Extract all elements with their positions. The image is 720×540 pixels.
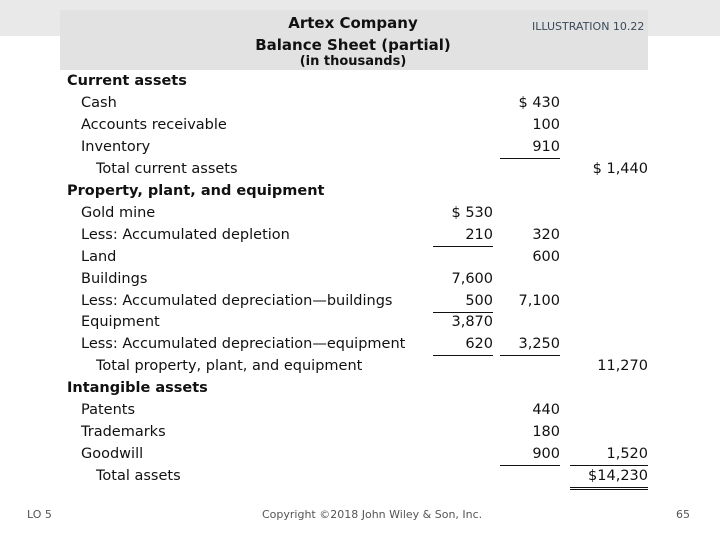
line-item-label: Equipment	[81, 314, 160, 331]
line-item-label: Goodwill	[81, 446, 144, 463]
line-item-label: Land	[81, 248, 117, 265]
table-row	[0, 268, 720, 290]
table-row	[0, 114, 720, 136]
line-item-label: Buildings	[81, 270, 148, 287]
table-row	[0, 180, 720, 202]
line-item-label: Gold mine	[81, 204, 156, 221]
table-row	[0, 290, 720, 312]
amount-col-2: 3,250	[500, 333, 560, 356]
amount-col-2: $ 430	[518, 94, 560, 111]
amount-col-2: 180	[532, 424, 560, 441]
amount-col-1: 210	[433, 224, 493, 247]
line-item-label: Less: Accumulated depletion	[81, 226, 290, 243]
section-heading: Current assets	[67, 73, 187, 89]
illustration-label: ILLUSTRATION 10.22	[532, 20, 645, 33]
amount-col-2: 7,100	[518, 292, 560, 309]
units-note: (in thousands)	[299, 54, 407, 69]
table-row	[0, 202, 720, 224]
amount-col-2: 440	[532, 402, 560, 419]
table-row	[0, 355, 720, 377]
table-row	[0, 311, 720, 333]
line-item-label: Patents	[81, 402, 136, 419]
line-item-label: Inventory	[81, 138, 151, 155]
table-row	[0, 70, 720, 92]
amount-col-1: 620	[433, 333, 493, 356]
table-row	[0, 421, 720, 443]
table-row	[0, 377, 720, 399]
amount-col-3: 1,520	[570, 443, 648, 466]
table-row	[0, 333, 720, 355]
table-row	[0, 246, 720, 268]
line-item-label: Less: Accumulated depreciation—buildings	[81, 292, 393, 309]
amount-col-2: 100	[532, 116, 560, 133]
amount-col-1: 7,600	[451, 270, 493, 287]
table-row	[0, 443, 720, 465]
table-row	[0, 465, 720, 487]
section-heading: Intangible assets	[67, 380, 208, 397]
table-row	[0, 224, 720, 246]
line-item-label: Total assets	[96, 468, 181, 485]
amount-col-3: 11,270	[597, 358, 648, 375]
line-item-label: Total current assets	[96, 160, 238, 177]
amount-col-2: 910	[500, 136, 560, 159]
line-item-label: Accounts receivable	[81, 116, 227, 133]
table-row	[0, 92, 720, 114]
line-item-label: Total property, plant, and equipment	[96, 358, 363, 375]
copyright-notice: Copyright ©2018 John Wiley & Son, Inc.	[262, 508, 483, 521]
amount-col-2: 600	[532, 248, 560, 265]
amount-col-2: 900	[500, 443, 560, 466]
statement-title: Balance Sheet (partial)	[255, 36, 451, 54]
amount-col-1: 500	[433, 290, 493, 313]
amount-col-2: 320	[532, 226, 560, 243]
line-item-label: Less: Accumulated depreciation—equipment	[81, 336, 406, 353]
section-heading: Property, plant, and equipment	[67, 182, 325, 199]
table-row	[0, 399, 720, 421]
amount-col-3: $14,230	[570, 465, 648, 490]
table-row	[0, 136, 720, 158]
amount-col-1: $ 530	[451, 204, 493, 221]
company-name: Artex Company	[288, 14, 418, 32]
table-row	[0, 158, 720, 180]
amount-col-1: 3,870	[451, 314, 493, 331]
amount-col-3: $ 1,440	[592, 160, 648, 177]
learning-objective: LO 5	[27, 508, 52, 521]
page-number: 65	[676, 508, 690, 521]
line-item-label: Cash	[81, 94, 117, 111]
line-item-label: Trademarks	[81, 424, 166, 441]
